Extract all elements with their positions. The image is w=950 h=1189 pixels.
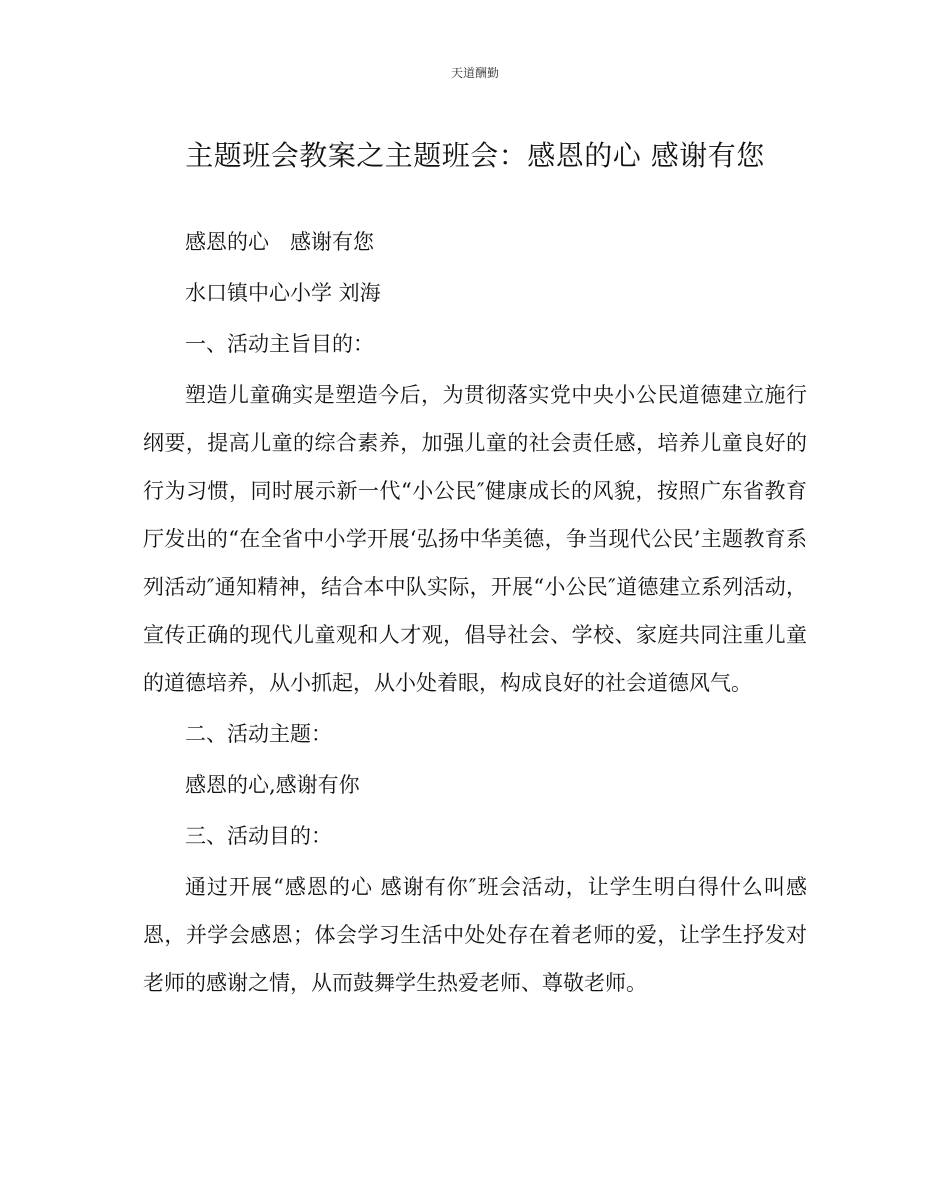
section-heading-theme: 二、活动主题： [185,722,332,746]
body-paragraph: 塑造儿童确实是塑造今后，为贯彻落实党中央小公民道德建立施行纲要，提高儿童的综合素养，加强儿童的社会责任感，培养儿童良好的行为习惯，同时展示新一代“小公民″健康成长的风貌，按照广东省教育厅发出的“在全省中小学开展‘弘扬中华美德，争当现代公民’主题教育系列活动″通知精神，结合本中队实际，开展“小公民″道德建立系列活动，宣传正确的现代儿童观和人才观，倡导社会、学校、家庭共同注重儿童的道德培养，从小抓起，从小处着眼，构成良好的社会道德风气。 [143,383,807,695]
section-heading-goal: 三、活动目的： [185,824,332,848]
author-paragraph: 水口镇中心小学 刘海 [185,281,381,305]
theme-paragraph: 感恩的心,感谢有你 [185,773,360,797]
subtitle-paragraph: 感恩的心 感谢有您 [185,230,374,254]
page-header: 天道酬勤 [450,66,499,80]
document-body [143,218,807,1010]
body-paragraph: 通过开展“感恩的心 感谢有你″班会活动，让学生明白得什么叫感恩，并学会感恩；体会学习生活中处处存在着老师的爱，让学生抒发对老师的感谢之情，从而鼓舞学生热爱老师、尊敬老师。 [143,875,807,995]
document-title: 主题班会教案之主题班会：感恩的心 感谢有您 [185,139,765,172]
section-heading-purpose: 一、活动主旨目的： [185,332,374,356]
